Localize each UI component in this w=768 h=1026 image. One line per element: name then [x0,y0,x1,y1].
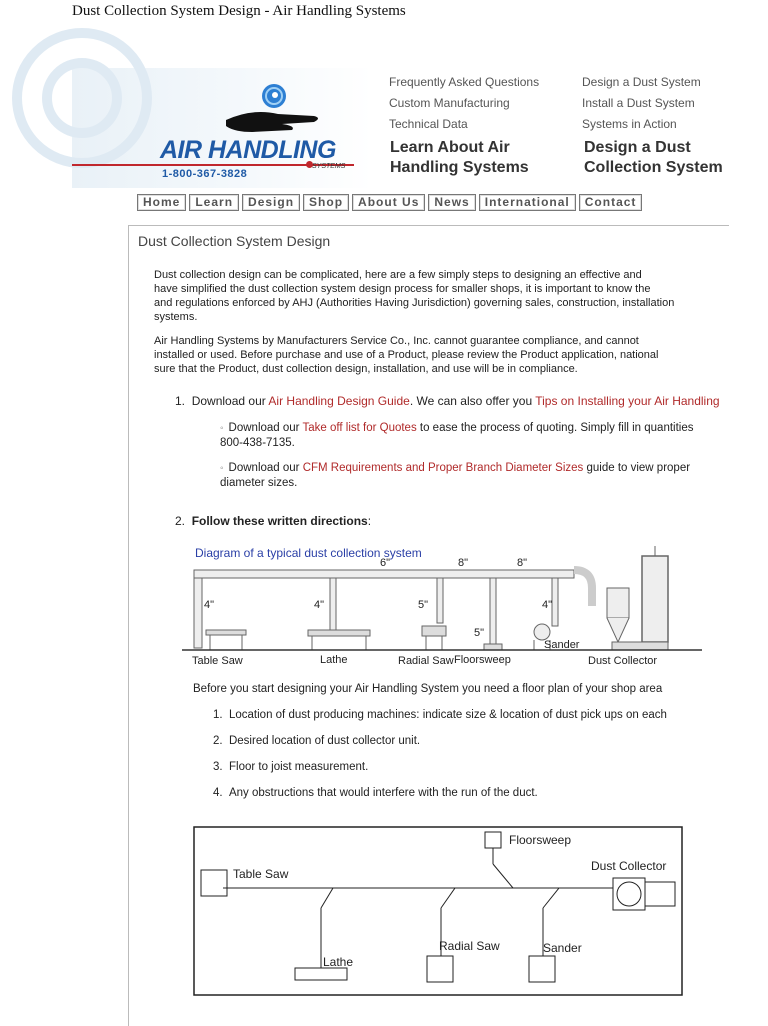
list-item: 3. Floor to joist measurement. [213,761,369,773]
nav-international[interactable]: International [479,194,576,211]
duct-size-label: 4" [204,599,215,611]
machine-label: Table Saw [192,655,243,667]
design-guide-link[interactable]: Air Handling Design Guide [268,394,410,408]
plan-label: Floorsweep [509,833,572,847]
list-item: 4. Any obstructions that would interfere with the run of the duct. [213,787,538,799]
link-technical-data[interactable]: Technical Data [389,117,468,131]
nav-about-us[interactable]: About Us [352,194,425,211]
top-links-column-2 [582,72,701,135]
takeoff-list-link[interactable]: Take off list for Quotes [302,422,417,434]
list-item: 2. Desired location of dust collector unit. [213,735,421,747]
machine-label: Lathe [320,654,348,666]
web-page [72,62,723,1002]
machine-label: Radial Saw [398,655,454,667]
duct-size-label: 5" [474,627,485,639]
before-you-start-text: Before you start designing your Air Handling System you need a floor plan of your shop area [193,683,663,695]
logo-wordmark: AIR HANDLING [160,136,336,164]
nav-learn[interactable]: Learn [189,194,239,211]
machine-label: Dust Collector [588,655,658,667]
document-title: Dust Collection System Design - Air Handling Systems [72,3,406,19]
site-logo[interactable] [72,68,372,188]
machine-label: Sander [544,639,580,651]
link-faq[interactable]: Frequently Asked Questions [389,75,540,89]
nav-news[interactable]: News [428,194,475,211]
link-custom-manufacturing[interactable]: Custom Manufacturing [389,96,510,110]
cfm-requirements-link[interactable]: CFM Requirements and Proper Branch Diameter Sizes [302,462,584,474]
plan-label: Radial Saw [439,939,500,953]
link-design-dust-system[interactable]: Design a Dust System [582,75,701,89]
list-item: 1. Location of dust producing machines: indicate size & location of dust pick ups on each [213,709,667,721]
duct-size-label: 4" [542,599,553,611]
nav-shop[interactable]: Shop [303,194,349,211]
content-title: Dust Collection System Design [138,233,331,249]
bullet-icon: ◦ [220,463,224,474]
design-dust-collection-link[interactable]: Design a Dust Collection System [584,139,723,176]
duct-size-label: 4" [314,599,325,611]
duct-size-label: 8" [517,557,528,569]
learn-about-link[interactable]: Learn About Air Handling Systems [390,139,529,176]
diagram-title: Diagram of a typical dust collection system [195,546,422,560]
link-systems-in-action[interactable]: Systems in Action [582,117,677,131]
step-1-subitem-1: ◦ Download our Take off list for Quotes to ease the process of quoting. Simply fill in quantities 800-438-7135. [220,422,694,449]
duct-size-label: 5" [418,599,429,611]
disclaimer-paragraph: Air Handling Systems by Manufacturers Service Co., Inc. cannot guarantee compliance, and cannot installed or used. Before purchase and use of a Product, please review the Product application, national sure that the Product, dust collection design, installation, and use will be in compliance. [154,335,659,375]
logo-tagline: SYSTEMS [312,163,346,170]
plan-label: Table Saw [233,867,289,881]
duct-size-label: 8" [458,557,469,569]
link-install-dust-system[interactable]: Install a Dust System [582,96,695,110]
plan-label: Dust Collector [591,859,667,873]
duct-size-label: 6" [380,557,391,569]
dust-system-diagram [182,546,702,666]
hand-swirl-icon [222,82,332,142]
plan-label: Sander [543,941,582,955]
main-navigation [137,193,645,211]
intro-paragraph: Dust collection design can be complicated, here are a few simply steps to designing an effective and have simplified the dust collection system design process for smaller shops, it is important to know the and regulations enforced by AHJ (Authorities Having Jurisdiction) governing sales, construction, installation systems. [154,269,675,323]
content-panel [128,225,729,1026]
floor-plan-diagram [193,826,683,996]
top-links-column-1 [389,72,539,135]
step-1: 1. Download our Air Handling Design Guide. We can also offer you Tips on Installing your Air Handling [175,394,720,408]
nav-contact[interactable]: Contact [579,194,643,211]
logo-phone: 1-800-367-3828 [162,168,248,180]
step-1-subitem-2: ◦ Download our CFM Requirements and Proper Branch Diameter Sizes guide to view proper diameter sizes. [220,462,691,489]
nav-design[interactable]: Design [242,194,300,211]
installing-tips-link[interactable]: Tips on Installing your Air Handling [535,394,720,408]
bullet-icon: ◦ [220,423,224,434]
plan-label: Lathe [323,955,354,969]
machine-label: Floorsweep [454,654,511,666]
nav-home[interactable]: Home [137,194,186,211]
step-2: 2. Follow these written directions: [175,514,372,528]
